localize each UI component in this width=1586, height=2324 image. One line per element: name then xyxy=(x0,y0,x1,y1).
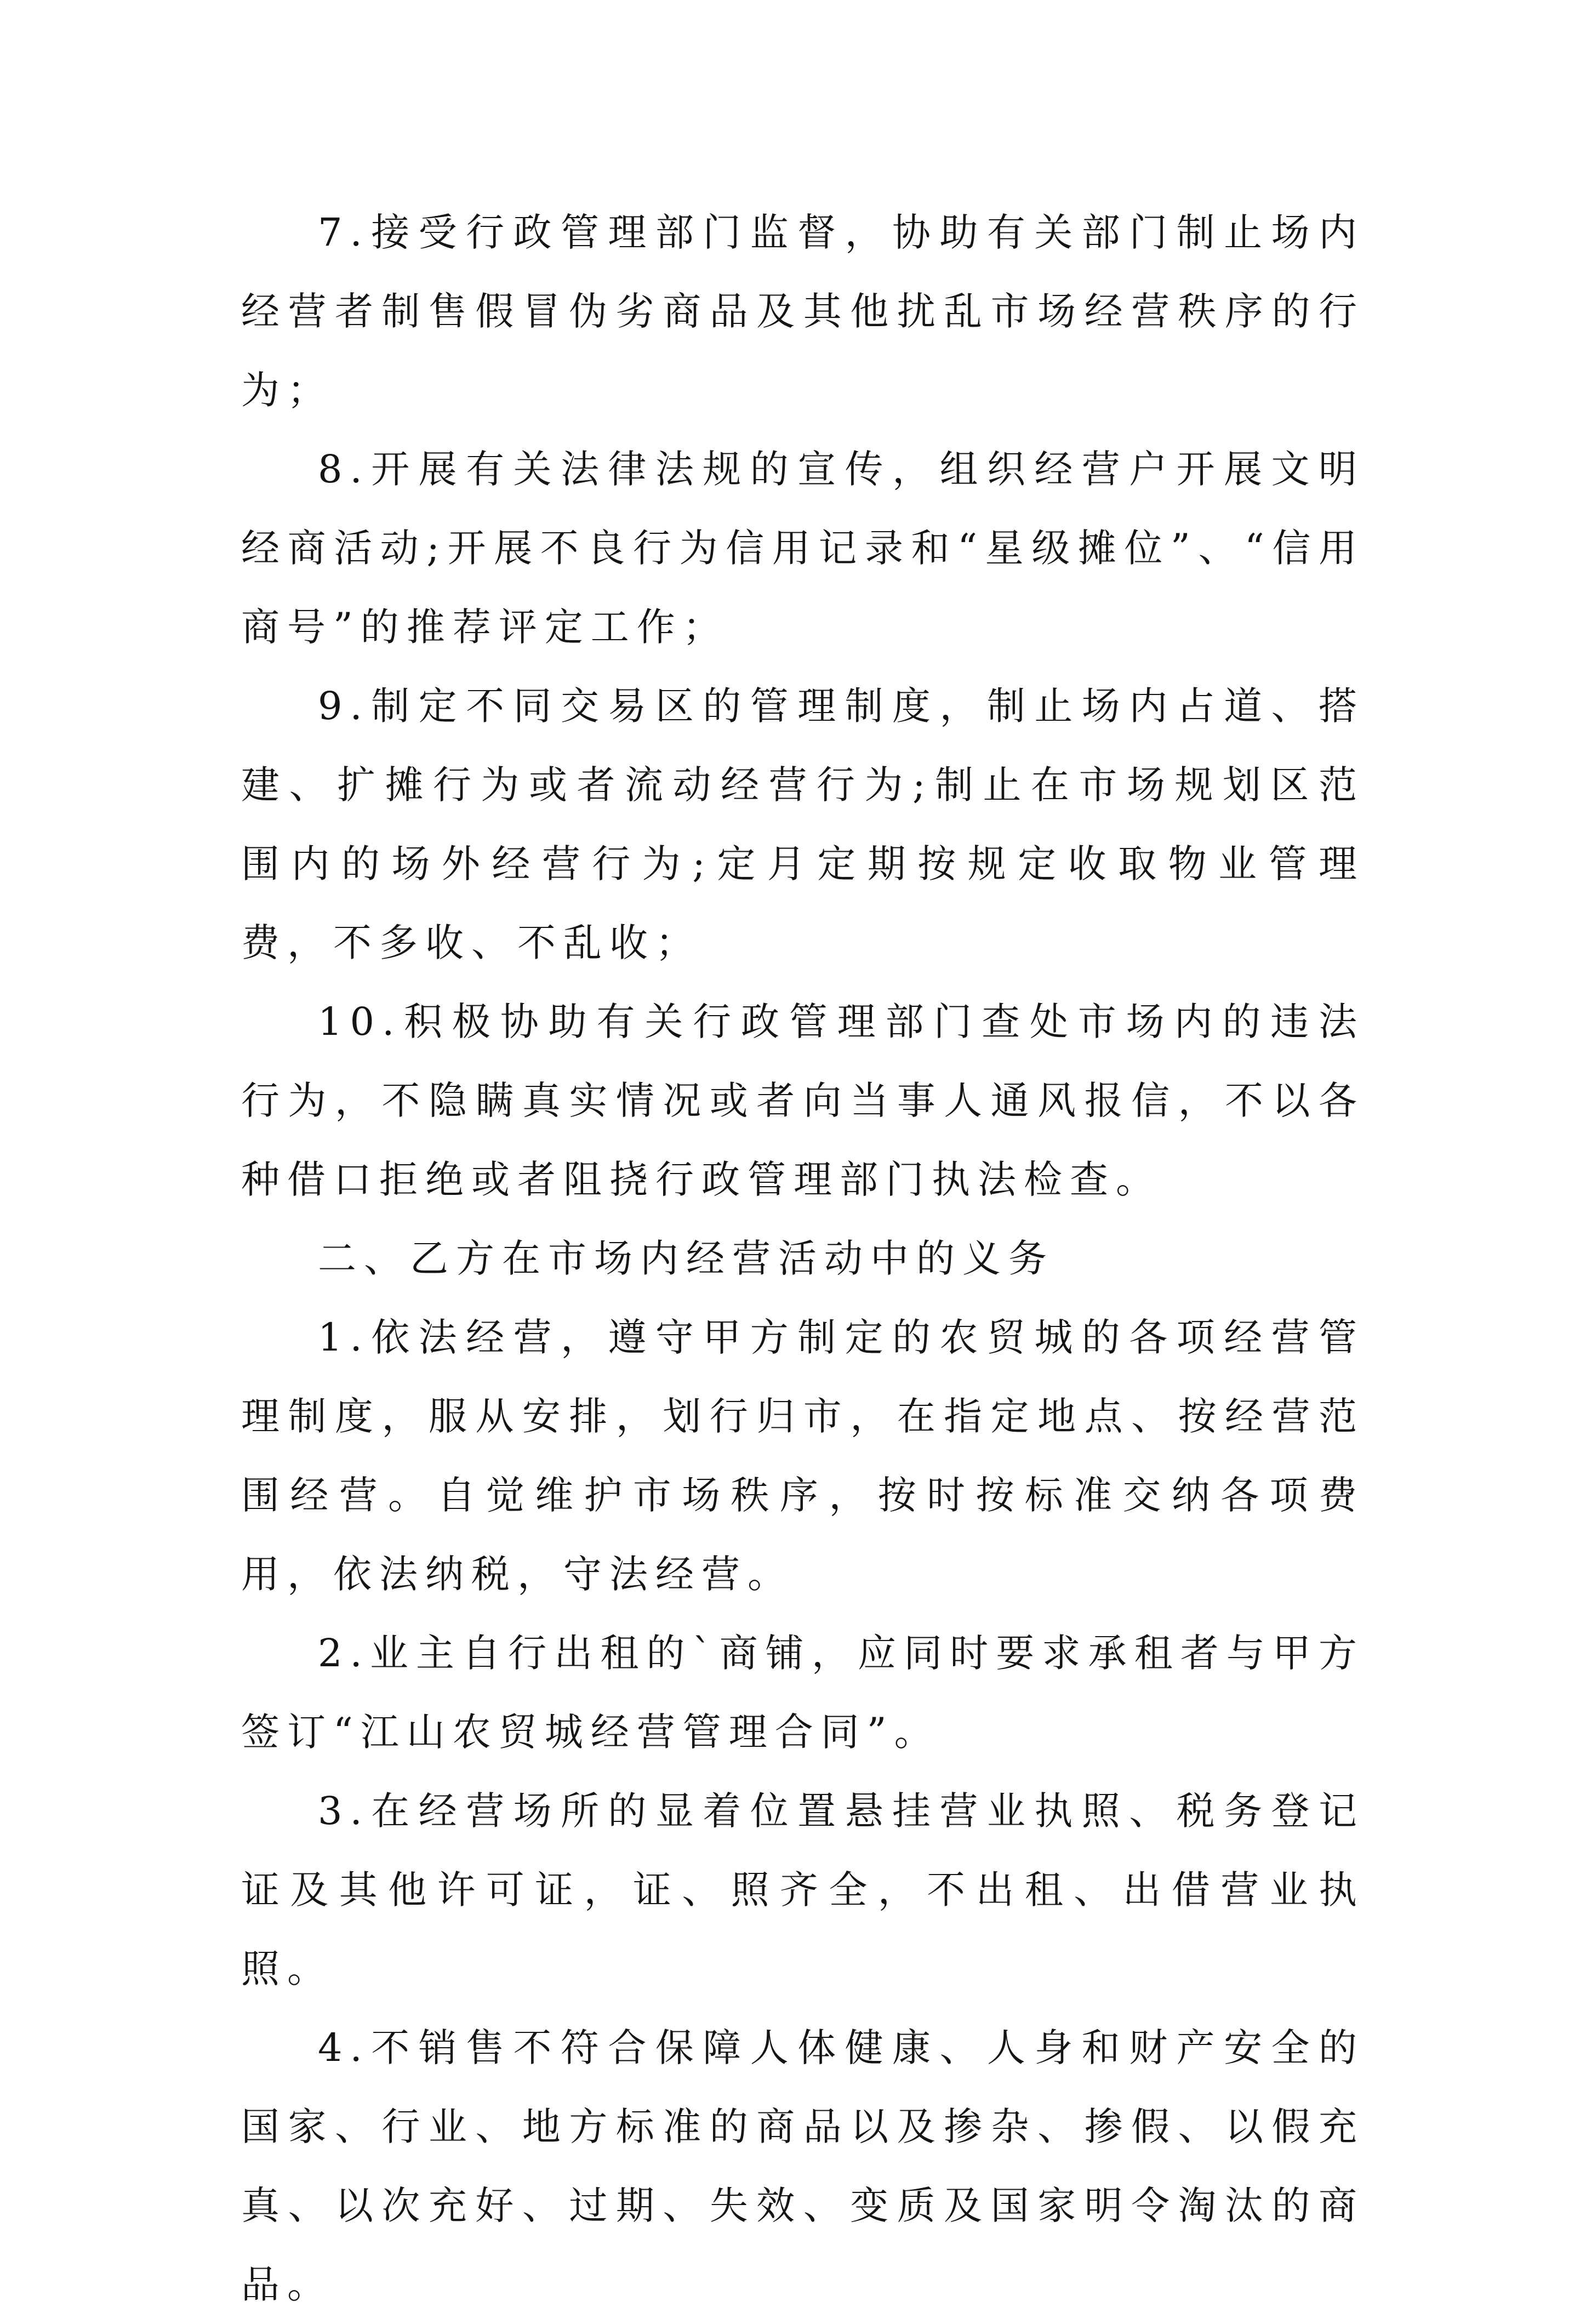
party-b-clause-2: 2.业主自行出租的`商铺，应同时要求承租者与甲方签订“江山农贸城经营管理合同”。 xyxy=(241,1631,1365,1755)
party-b-clause-3: 3.在经营场所的显着位置悬挂营业执照、税务登记证及其他许可证，证、照齐全，不出租、出借营业执照。 xyxy=(241,1788,1365,1991)
party-b-clause-1: 1.依法经营，遵守甲方制定的农贸城的各项经营管理制度，服从安排，划行归市，在指定地点、按经营范围经营。自觉维护市场秩序，按时按标准交纳各项费用，依法纳税，守法经营。 xyxy=(241,1315,1365,1597)
document-body xyxy=(241,193,1365,2324)
party-b-clause-4: 4.不销售不符合保障人体健康、人身和财产安全的国家、行业、地方标准的商品以及掺杂、掺假、以假充真、以次充好、过期、失效、变质及国家明令淘汰的商品。 xyxy=(241,2025,1365,2307)
clause-9: 9.制定不同交易区的管理制度，制止场内占道、搭建、扩摊行为或者流动经营行为;制止在市场规划区范围内的场外经营行为;定月定期按规定收取物业管理费，不多收、不乱收； xyxy=(241,683,1365,965)
clause-8: 8.开展有关法律法规的宣传，组织经营户开展文明经商活动;开展不良行为信用记录和“星级摊位”、“信用商号”的推荐评定工作； xyxy=(241,447,1365,650)
clause-7: 7.接受行政管理部门监督，协助有关部门制止场内经营者制售假冒伪劣商品及其他扰乱市场经营秩序的行为； xyxy=(241,210,1365,413)
clause-10: 10.积极协助有关行政管理部门查处市场内的违法行为，不隐瞒真实情况或者向当事人通风报信，不以各种借口拒绝或者阻挠行政管理部门执法检查。 xyxy=(241,999,1365,1202)
section-heading-party-b: 二、乙方在市场内经营活动中的义务 xyxy=(318,1236,1054,1281)
